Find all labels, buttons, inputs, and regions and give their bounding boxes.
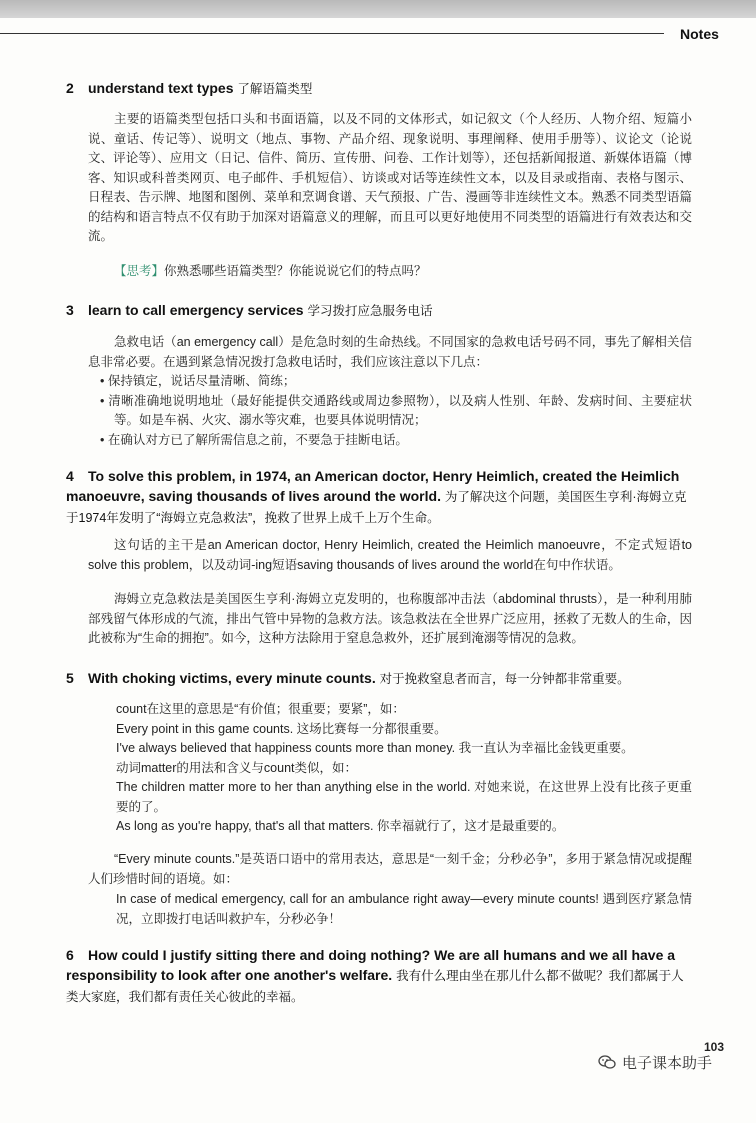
think-question: 你熟悉哪些语篇类型？你能说说它们的特点吗？ [164, 264, 427, 278]
section-4-para-2: 海姆立克急救法是美国医生亨利·海姆立克发明的，也称腹部冲击法（abdominal thrusts），是一种利用肺部残留气体形成的气流，排出气管中异物的急救方法。该急救法在全世界广泛应用，拯救了无数人的生命，因此被称为“生命的拥抱”。如今，这种方法除用于窒息急救外，还扩展到淹溺等情况的急救。 [88, 592, 692, 645]
example-line: Every point in this game counts. 这场比赛每一分都很重要。 [116, 721, 447, 736]
section-5-examples [116, 700, 692, 837]
section-2-think [88, 262, 692, 282]
example-line: I've always believed that happiness counts more than money. 我一直认为幸福比金钱更重要。 [116, 741, 634, 755]
example-line: The children matter more to her than anything else in the world. 对她来说，在这世界上没有比孩子更重要的了。 [116, 780, 692, 814]
watermark-text: 电子课本助手 [622, 1054, 713, 1072]
section-title-en: understand text types [88, 80, 234, 96]
section-number: 4 [66, 468, 74, 484]
section-5-example: In case of medical emergency, call for an ambulance right away—every minute counts! 遇到医疗紧急情况，立即拨打电话叫救护车，分秒必争！ [116, 892, 692, 926]
think-tag: 【思考】 [114, 264, 165, 278]
chat-bubbles-icon [598, 1054, 616, 1070]
section-number: 6 [66, 947, 74, 963]
page-number: 103 [704, 1040, 725, 1054]
bullet-item: • 保持镇定，说话尽量清晰、简练； [100, 374, 296, 388]
section-3-intro: 急救电话（an emergency call）是危急时刻的生命热线。不同国家的急救电话号码不同，事先了解相关信息非常必要。在遇到紧急情况拨打急救电话时，我们应该注意以下几点： [88, 335, 692, 369]
section-4-para-1: 这句话的主干是an American doctor, Henry Heimlich, created the Heimlich manoeuvre，不定式短语to solve this problem，以及动词-ing短语saving thousands of lives around the world在句中作状语。 [88, 538, 692, 572]
section-title-zh: 学习拨打应急服务电话 [307, 304, 433, 318]
section-title-en: learn to call emergency services [88, 302, 304, 318]
example-line: As long as you're happy, that's all that matters. 你幸福就行了，这才是最重要的。 [116, 819, 565, 833]
example-line: 动词matter的用法和含义与count类似，如： [116, 760, 358, 775]
top-scan-bar [0, 0, 756, 18]
section-5-para-2: “Every minute counts.”是英语口语中的常用表达，意思是“一刻千金；分秒必争”，多用于紧急情况或提醒人们珍惜时间的语境。如： [88, 852, 692, 886]
section-title-en: With choking victims, every minute counts. [88, 670, 376, 686]
header-rule [0, 33, 664, 34]
section-number: 2 [66, 80, 74, 96]
section-2-body: 主要的语篇类型包括口头和书面语篇，以及不同的文体形式，如记叙文（个人经历、人物介绍、短篇小说、童话、传记等）、说明文（地点、事物、产品介绍、现象说明、事理阐释、使用手册等）、议论文（论说文、评论等）、应用文（日记、信件、简历、宣传册、问卷、工作计划等），还包括新闻报道、新媒体语篇（博客、知识或科普类网页、电子邮件、手机短信）、访谈或对话等连续性文本，以及目录或指南、表格与图示、日程表、告示牌、地图和图例、菜单和烹调食谱、天气预报、广告、漫画等非连续性文本。熟悉不同类型语篇的结构和语言特点不仅有助于加深对语篇意义的理解，而且可以更好地使用不同类型的语篇进行有效表达和交流。 [88, 112, 692, 243]
section-4-heading [66, 466, 692, 528]
section-title-zh: 为了解决这个问题，美国医生亨利·海姆立克于1974年发明了“海姆立克急救法”，挽救了世界上成千上万个生命。 [66, 490, 687, 525]
section-title-zh: 对于挽救窒息者而言，每一分钟都非常重要。 [379, 672, 630, 686]
section-6-heading [66, 945, 692, 1007]
section-number: 3 [66, 302, 74, 318]
bullet-item: • 清晰准确地说明地址（最好能提供交通路线或周边参照物），以及病人性别、年龄、发病时间、主要症状等。如是车祸、火灾、溺水等灾难，也要具体说明情况； [100, 393, 692, 427]
section-2-heading [66, 78, 726, 99]
section-title-zh: 我有什么理由坐在那儿什么都不做呢？我们都属于人类大家庭，我们都有责任关心彼此的幸福。 [66, 969, 684, 1004]
section-3-body [88, 333, 692, 450]
watermark [598, 1050, 748, 1074]
notes-label: Notes [680, 26, 719, 42]
section-title-en: To solve this problem, in 1974, an American doctor, Henry Heimlich, created the Heimlich manoeuvre, saving thousands of lives around the world. [66, 468, 680, 504]
bullet-item: • 在确认对方已了解所需信息之前，不要急于挂断电话。 [100, 432, 408, 447]
section-number: 5 [66, 670, 74, 686]
example-line: count在这里的意思是“有价值；很重要；要紧”，如： [116, 702, 405, 716]
section-3-heading [66, 300, 726, 321]
section-title-en: How could I justify sitting there and doing nothing? We are all humans and we all have a responsibility to look after one another's welfare. [66, 947, 676, 983]
section-5-heading [66, 668, 726, 689]
section-title-zh: 了解语篇类型 [237, 82, 313, 96]
